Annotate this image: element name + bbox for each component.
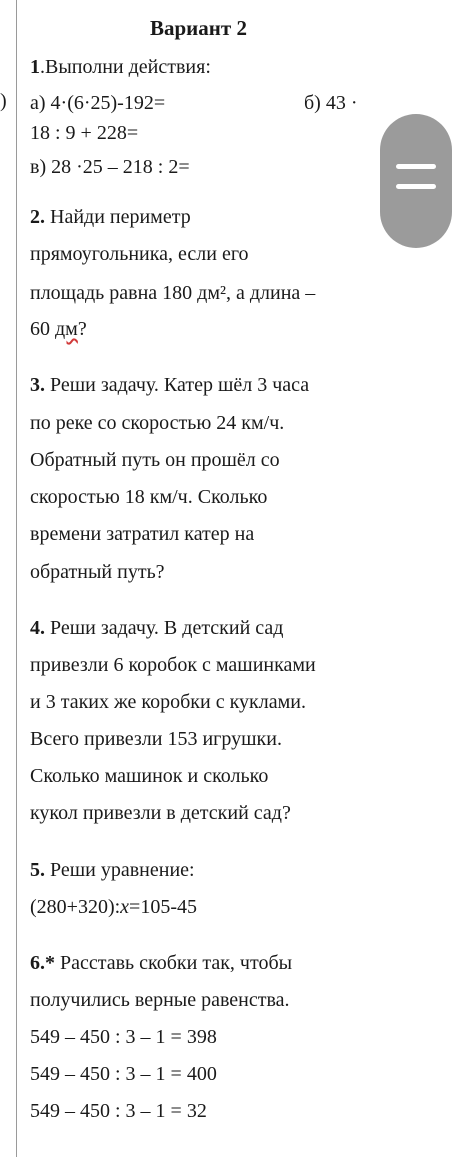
task6-number: 6.*: [30, 952, 55, 974]
task6-line-1: [30, 952, 292, 975]
task2-line-4: [30, 318, 87, 341]
task1-item-b-continued: 18 : 9 + 228=: [30, 122, 139, 144]
drag-handle-icon-line: [396, 184, 436, 189]
task4-line-3: и 3 таких же коробки с куклами.: [30, 691, 306, 713]
spellcheck-flagged-word: дм: [55, 318, 78, 340]
task1-heading: [30, 56, 211, 79]
task2-value: 60: [30, 318, 55, 340]
task3-line-3: Обратный путь он прошёл со: [30, 449, 280, 471]
task1-item-c: в) 28 ·25 – 218 : 2=: [30, 156, 190, 178]
task4-text: Реши задачу. В детский сад: [50, 617, 284, 639]
equation-left: (280+320):: [30, 896, 121, 918]
task6-equation-1: 549 – 450 : 3 – 1 = 398: [30, 1026, 217, 1048]
task2-line-2: прямоугольника, если его: [30, 243, 249, 265]
task6-text: Расставь скобки так, чтобы: [60, 952, 293, 974]
task3-line-5: времени затратил катер на: [30, 523, 255, 545]
task3-line-1: [30, 374, 309, 397]
task1-item-b-label: б) 43 ·: [304, 92, 358, 114]
task6-equation-3: 549 – 450 : 3 – 1 = 32: [30, 1100, 207, 1122]
task1-item-a: а) 4·(6·25)-192=: [30, 92, 166, 114]
task4-line-2: привезли 6 коробок с машинками: [30, 654, 316, 676]
variant-title: Вариант 2: [150, 16, 247, 40]
task2-line-3: площадь равна 180 дм², а длина –: [30, 282, 316, 304]
scroll-drag-handle[interactable]: [380, 114, 452, 248]
task1-title: .Выполни действия:: [40, 56, 211, 78]
task6-line-2: получились верные равенства.: [30, 989, 290, 1011]
task3-line-2: по реке со скоростью 24 км/ч.: [30, 412, 285, 434]
task3-line-6: обратный путь?: [30, 561, 165, 583]
task3-line-4: скоростью 18 км/ч. Сколько: [30, 486, 268, 508]
task2-line-1: [30, 206, 191, 229]
task4-line-1: [30, 617, 283, 640]
task5-equation: [30, 896, 197, 919]
task2-number: 2.: [30, 206, 45, 228]
task1-number: 1: [30, 56, 40, 78]
margin-divider: [16, 0, 17, 1157]
task5-title: Реши уравнение:: [50, 859, 195, 881]
task6-equation-2: 549 – 450 : 3 – 1 = 400: [30, 1063, 217, 1085]
task5-number: 5.: [30, 859, 45, 881]
task4-line-6: кукол привезли в детский сад?: [30, 802, 291, 824]
cut-off-mark: ): [0, 90, 7, 112]
task3-number: 3.: [30, 374, 45, 396]
task4-line-4: Всего привезли 153 игрушки.: [30, 728, 282, 750]
equation-right: =105-45: [129, 896, 197, 918]
task4-number: 4.: [30, 617, 45, 639]
task5-heading: [30, 859, 195, 882]
task2-text: Найди периметр: [50, 206, 191, 228]
task4-line-5: Сколько машинок и сколько: [30, 765, 269, 787]
drag-handle-icon: [396, 164, 436, 169]
equation-variable: x: [120, 896, 130, 918]
task2-question-mark: ?: [77, 318, 87, 340]
task3-text: Реши задачу. Катер шёл 3 часа: [50, 374, 310, 396]
